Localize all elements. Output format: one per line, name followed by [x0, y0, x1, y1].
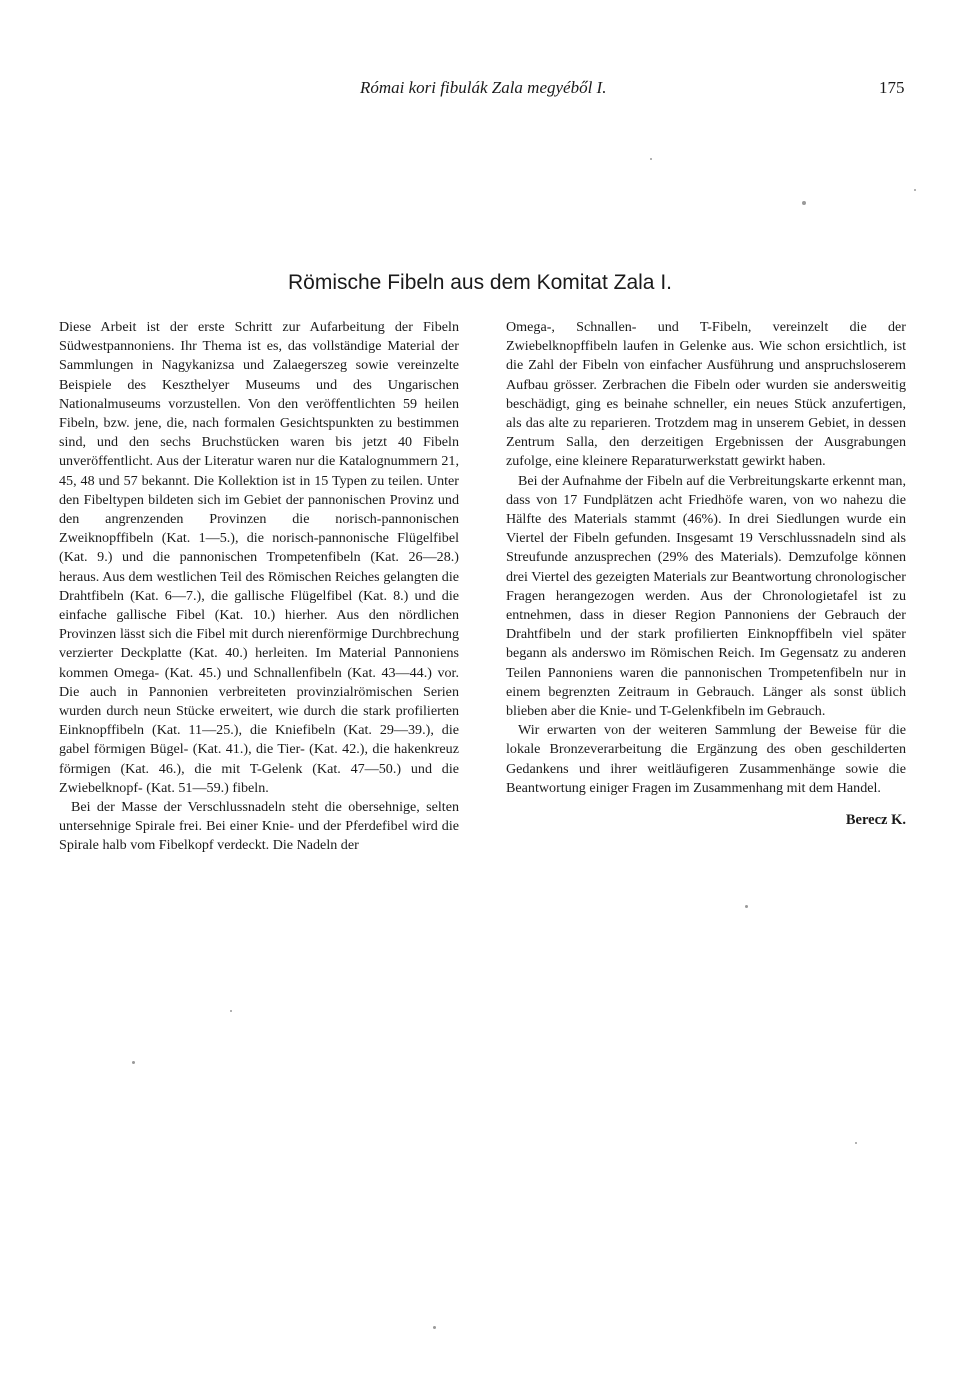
scan-speck — [230, 1010, 232, 1012]
article-title: Römische Fibeln aus dem Komitat Zala I. — [288, 271, 672, 294]
scan-speck — [745, 905, 748, 908]
running-head — [0, 76, 960, 104]
right-paragraph-1: Omega-, Schnallen- und T-Fibeln, vereinzelt die der Zwiebelknopffibeln laufen in Gelenke aus. Wie schon ersichtlich, ist die Zahl der Fibeln von einfacher Ausführung und anspruchsloserem Aufbau grösser. Zerbrachen die Fibeln oder wurden sie andersweitig beschädigt, ging es beinahe schneller, ein neues Stück anzufertigen, als das alte zu reparieren. Trotzdem mag in unserem Gebiet, in dessen Zentrum Salla, den derzeitigen Ergebnissen der Ausgrabungen zufolge, eine kleinere Reparaturwerkstatt gewirkt haben. — [506, 319, 906, 470]
scan-speck — [650, 158, 652, 160]
scan-speck — [855, 1142, 857, 1144]
right-paragraph-3: Wir erwarten von der weiteren Sammlung der Beweise für die lokale Bronzeverarbeitung die Ergänzung des oben geschilderten Gedankens und ihrer weitläufigeren Zusammenhänge sowie die Beantwortung einiger Fragen im Zusammenhang mit dem Handel. — [506, 722, 906, 796]
running-title: Római kori fibulák Zala megyéből I. — [360, 78, 607, 97]
right-paragraph-2: Bei der Aufnahme der Fibeln auf die Verbreitungskarte erkennt man, dass von 17 Fundplätzen acht Friedhöfe waren, von wo nahezu die Hälfte des Materials stammt (46%). In drei Siedlungen wurde ein Viertel der Fibeln gefunden. Insgesamt 19 Verschlussnadeln sind als Streufunde anzusprechen (29% des Materials). Demzufolge können drei Viertel des gezeigten Materials zur Beantwortung chronologischer Fragen herangezogen werden. Aus der Chronologietafel ist zu entnehmen, dass in dieser Region Pannoniens der Gebrauch der Drahtfibeln und der stark profilierten Einknopffibeln viel später begann als anderswo im Römischen Reich. Im Gegensatz zu anderen Teilen Pannoniens waren die pannonischen Trompetenfibeln nur in einem begrenzten Zeitraum in Gebrauch. Länger als sonst üblich blieben aber die Knie- und T-Gelenkfibeln im Gebrauch. — [506, 472, 906, 720]
left-paragraph-2: Bei der Masse der Verschlussnadeln steht die obersehnige, selten untersehnige Spirale frei. Bei einer Knie- und der Pferdefibel wird die Spirale halb vom Fibelkopf verdeckt. Die Nadeln der — [59, 799, 459, 854]
scan-speck — [914, 189, 916, 191]
scan-speck — [132, 1061, 135, 1064]
scan-speck — [433, 1326, 436, 1329]
page-number: 175 — [879, 78, 905, 97]
author-signature: Berecz K. — [845, 812, 906, 829]
left-paragraph-1: Diese Arbeit ist der erste Schritt zur Aufarbeitung der Fibeln Südwestpannoniens. Ihr Thema ist es, das vollständige Material der Sammlungen in Nagykanizsa und Zalaegerszeg sowie vereinzelte Beispiele des Keszthelyer Museums und des Ungarischen Nationalmuseums vorzustellen. Von den veröffentlichten 59 heilen Fibeln, bzw. jene, die, nach formalen Gesichtspunkten zu bestimmen sind, und den sechs Bruchstücken waren bis jetzt 40 Fibeln unveröffentlicht. Aus der Literatur waren nur die Katalognummern 21, 45, 48 und 57 bekannt. Die Kollektion ist in 15 Typen zu teilen. Unter den Fibeltypen bildeten sich im Gebiet der pannonischen Provinz und den angrenzenden Provinzen die norisch-pannonischen Zweiknopffibeln (Kat. 1—5.), die norisch-pannonische Flügelfibel (Kat. 9.) und die pannonischen Trompetenfibeln (Kat. 26—28.) heraus. Aus dem westlichen Teil des Römischen Reiches gelangten die Drahtfibeln (Kat. 6—7.), die gallische Flügelfibel (Kat. 8.) und die einfache gallische Fibel (Kat. 10.) hierher. Aus den nördlichen Provinzen lässt sich die Fibel mit durch nierenförmige Durchbrechung verzierter Deckplatte (Kat. 40.) herleiten. Im Material Pannoniens kommen Omega- (Kat. 45.) und Schnallenfibeln (Kat. 43—44.) vor. Die auch in Pannonien verbreiteten provinzialrömischen Serien wurden durch neun Stücke erweitert, wie durch die stark profilierten Einknopffibeln (Kat. 11—25.), die Kniefibeln (Kat. 29—39.), die gabel förmigen Bügel- (Kat. 41.), die Tier- (Kat. 42.), die hakenkreuz förmigen (Kat. 46.), die mit T-Gelenk (Kat. 47—50.) und die Zwiebelknopf- (Kat. 51—59.) fibeln. — [59, 319, 459, 796]
scan-speck — [802, 201, 806, 205]
right-column — [506, 318, 906, 830]
left-column — [59, 318, 459, 856]
